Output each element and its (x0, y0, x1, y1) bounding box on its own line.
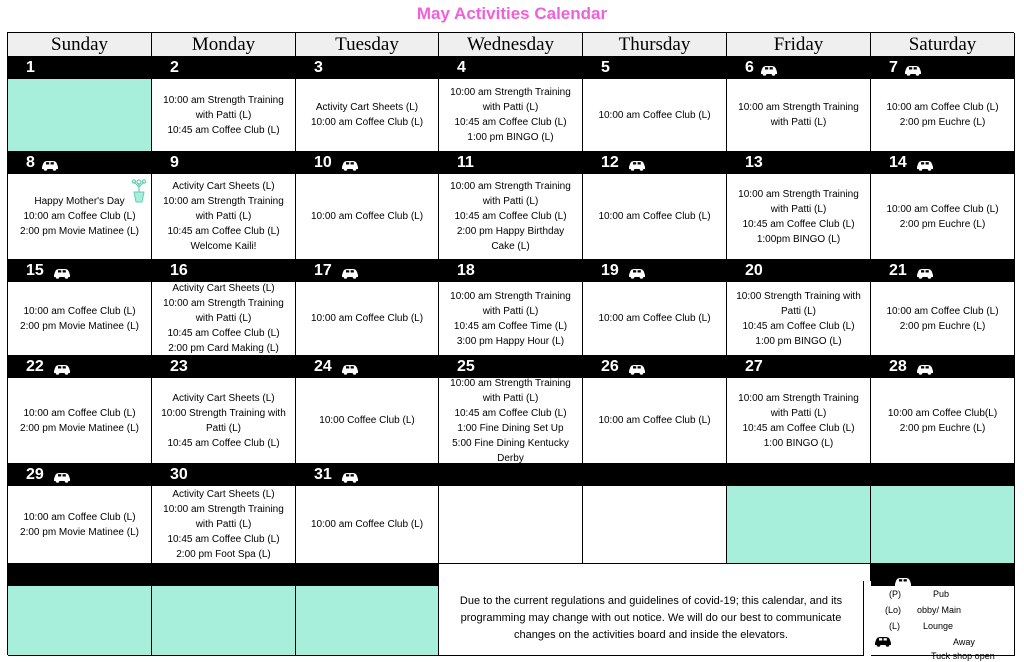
car-icon (627, 266, 647, 277)
day-cell (8, 378, 152, 464)
day-cell (152, 79, 296, 152)
car-icon (340, 362, 360, 373)
day-number: 15 (26, 262, 44, 279)
week-bar (8, 464, 1015, 486)
key-lo-code: (Lo) (885, 605, 902, 615)
empty-cell (296, 586, 439, 656)
day-cell (439, 79, 583, 152)
day-events: 10:00 am Coffee Club (L) 2:00 pm Movie Matinee (L) (20, 407, 139, 434)
day-events: 10:00 Coffee Club (L) (319, 415, 415, 426)
page-title: May Activities Calendar (416, 4, 608, 23)
day-events: 10:00 am Coffee Club (L) 2:00 pm Movie Matinee (L) (20, 305, 139, 332)
key-tuck: Tuck shop open (931, 651, 995, 661)
empty-cell (152, 586, 296, 656)
day-header-thursday: Thursday (583, 33, 727, 57)
car-icon (915, 362, 935, 373)
day-cell (871, 79, 1015, 152)
day-number: 22 (26, 358, 44, 375)
covid-notice: Due to the current regulations and guidelines of covid-19; this calendar, and its programming may change with out notice. We will do our best to communicate changes on the activities board and inside the elevators. (439, 581, 864, 656)
day-events: 10:00 am Coffee Club (L) (598, 109, 711, 121)
day-events: 10:00 am Strength Training with Patti (L) 10:45 am Coffee Club (L) 1:00pm BINGO (L) (738, 188, 859, 245)
day-cell (583, 486, 727, 564)
day-number: 2 (170, 59, 179, 76)
day-events: 10:00 am Strength Training with Patti (L) 10:45 am Coffee Club (L) 2:00 pm Happy Birthday Cake (L) (450, 181, 571, 252)
day-number: 21 (889, 262, 907, 279)
day-cell (152, 378, 296, 464)
day-events: 10:00 am Coffee Club (L) (310, 313, 424, 324)
day-cell (296, 282, 439, 356)
day-cell (152, 282, 296, 356)
car-icon (915, 158, 935, 169)
day-cell (871, 486, 1015, 564)
day-number: 1 (26, 59, 35, 76)
day-events: 10:00 am Coffee Club(L) 2:00 pm Euchre (L) (887, 407, 998, 434)
day-events: 10:00 am Strength Training with Patti (L) 10:45 am Coffee Time (L) 3:00 pm Happy Hour (L) (450, 290, 571, 347)
day-events: 10:00 am Coffee Club (L) (598, 211, 711, 222)
day-events: 10:00 am Strength Training with Patti (L) 10:45 am Coffee Club (L) (163, 94, 284, 136)
day-events: 10:00 am Coffee Club (L) (598, 313, 711, 324)
car-icon (40, 158, 60, 169)
day-events: 10:00 am Coffee Club (L) (310, 519, 424, 530)
day-cell (296, 79, 439, 152)
day-events: Activity Cart Sheets (L) 10:00 am Strength Training with Patti (L) 10:45 am Coffee Club (L) 2:00 pm Card Making (L) (163, 283, 284, 354)
day-number: 13 (745, 154, 763, 171)
day-cell (871, 282, 1015, 356)
car-icon (52, 266, 72, 277)
key-lo-label: obby/ Main (917, 605, 962, 615)
day-header-friday: Friday (727, 33, 871, 57)
day-number: 4 (457, 59, 466, 76)
day-number: 27 (745, 358, 763, 375)
day-events: 10:00 am Coffee Club (L) 2:00 pm Euchre (L) (886, 102, 999, 128)
day-events: Activity Cart Sheets (L) 10:00 Strength Training with Patti (L) 10:45 am Coffee Club (L) (161, 392, 286, 449)
day-cell (583, 174, 727, 260)
day-number: 19 (601, 262, 619, 279)
key-p-code: (P) (889, 589, 901, 599)
day-cell (296, 174, 439, 260)
day-header-wednesday: Wednesday (439, 33, 583, 57)
key-away: Away (953, 637, 975, 647)
day-cell (152, 486, 296, 564)
day-events: 10:00 am Strength Training with Patti (L) (738, 102, 859, 128)
day-header-tuesday: Tuesday (296, 33, 439, 57)
day-cell (727, 79, 871, 152)
day-cell (871, 174, 1015, 260)
day-number: 29 (26, 466, 44, 483)
day-number: 18 (457, 262, 475, 279)
day-cell (8, 486, 152, 564)
day-header-sunday: Sunday (8, 33, 152, 57)
notice-top-border (439, 564, 871, 581)
day-cell (727, 174, 871, 260)
car-icon (340, 470, 360, 481)
day-number: 28 (889, 358, 907, 375)
day-number: 20 (745, 262, 763, 279)
week-bar (8, 356, 1015, 378)
car-icon (340, 158, 360, 169)
day-events: Happy Mother's Day 10:00 am Coffee Club (L) 2:00 pm Movie Matinee (L) (20, 196, 139, 237)
day-number: 6 (745, 59, 754, 76)
day-events: 10:00 am Strength Training with Patti (L) 10:45 am Coffee Club (L) 1:00 pm BINGO (L) (450, 87, 571, 143)
bottom-bar (8, 564, 439, 586)
day-number: 5 (601, 59, 610, 76)
car-icon (915, 266, 935, 277)
day-events: Activity Cart Sheets (L) 10:00 am Strength Training with Patti (L) 10:45 am Coffee Club (L) Welcome Kaili! (163, 181, 284, 252)
car-icon (893, 577, 913, 588)
car-icon (903, 63, 923, 74)
day-cell (8, 79, 152, 152)
day-events: 10:00 am Strength Training with Patti (L) 10:45 am Coffee Club (L) 1:00 Fine Dining Set Up 5:00 Fine Dining Kentucky Derby (450, 378, 571, 464)
key-heading: Key: (931, 571, 951, 581)
day-cell (8, 282, 152, 356)
day-cell (583, 282, 727, 356)
flower-pot-icon (130, 178, 148, 204)
day-number: 31 (314, 466, 332, 483)
day-events: 10:00 Strength Training with Patti (L) 10:45 am Coffee Club (L) 1:00 pm BINGO (L) (736, 290, 861, 347)
day-events: 10:00 am Coffee Club (L) (310, 211, 424, 222)
week-bar (8, 152, 1015, 174)
day-number: 25 (457, 358, 475, 375)
day-events: 10:00 am Coffee Club (L) 2:00 pm Euchre (L) (886, 305, 999, 332)
day-number: 11 (457, 154, 474, 171)
day-number: 3 (314, 59, 323, 76)
day-number: 26 (601, 358, 619, 375)
day-number: 8 (26, 154, 35, 171)
day-number: 12 (601, 154, 619, 171)
day-number: 14 (889, 154, 907, 171)
key-l-code: (L) (889, 621, 900, 631)
day-events: Activity Cart Sheets (L) 10:00 am Strength Training with Patti (L) 10:45 am Coffee Club (L) 2:00 pm Foot Spa (L) (163, 489, 284, 560)
day-number: 9 (170, 154, 179, 171)
day-header-monday: Monday (152, 33, 296, 57)
week-bar (8, 57, 1015, 79)
car-icon (340, 266, 360, 277)
car-icon (759, 63, 779, 74)
empty-cell (8, 586, 152, 656)
day-events: 10:00 am Coffee Club (L) 2:00 pm Movie Matinee (L) (20, 511, 139, 538)
calendar-grid (7, 32, 1014, 661)
day-number: 24 (314, 358, 332, 375)
car-icon (873, 636, 893, 647)
day-events: 10:00 am Coffee Club (L) 2:00 pm Euchre (L) (886, 203, 999, 230)
day-number: 16 (170, 262, 188, 279)
day-cell (439, 486, 583, 564)
car-icon (627, 362, 647, 373)
car-icon (52, 362, 72, 373)
day-cell (439, 174, 583, 260)
key-p-label: Pub (933, 589, 950, 599)
day-cell (871, 378, 1015, 464)
day-cell (296, 378, 439, 464)
car-icon (627, 158, 647, 169)
day-cell (727, 378, 871, 464)
day-cell (439, 282, 583, 356)
day-number: 23 (170, 358, 188, 375)
day-number: 17 (314, 262, 332, 279)
day-cell (583, 79, 727, 152)
day-cell (296, 486, 439, 564)
day-cell (583, 378, 727, 464)
week-bar (8, 260, 1015, 282)
day-header-saturday: Saturday (871, 33, 1015, 57)
key-l-label: Lounge (923, 621, 954, 631)
day-events: 10:00 am Coffee Club (L) (598, 415, 711, 426)
car-icon (52, 470, 72, 481)
day-number: 10 (314, 154, 332, 171)
day-number: 30 (170, 466, 188, 483)
day-cell (439, 378, 583, 464)
day-cell (152, 174, 296, 260)
day-events: Activity Cart Sheets (L) 10:00 am Coffee Club (L) (310, 102, 424, 128)
day-number: 7 (889, 59, 898, 76)
legend-key (871, 571, 1015, 661)
day-cell (727, 282, 871, 356)
day-cell (727, 486, 871, 564)
day-events: 10:00 am Strength Training with Patti (L) 10:45 am Coffee Club (L) 1:00 BINGO (L) (738, 392, 859, 449)
